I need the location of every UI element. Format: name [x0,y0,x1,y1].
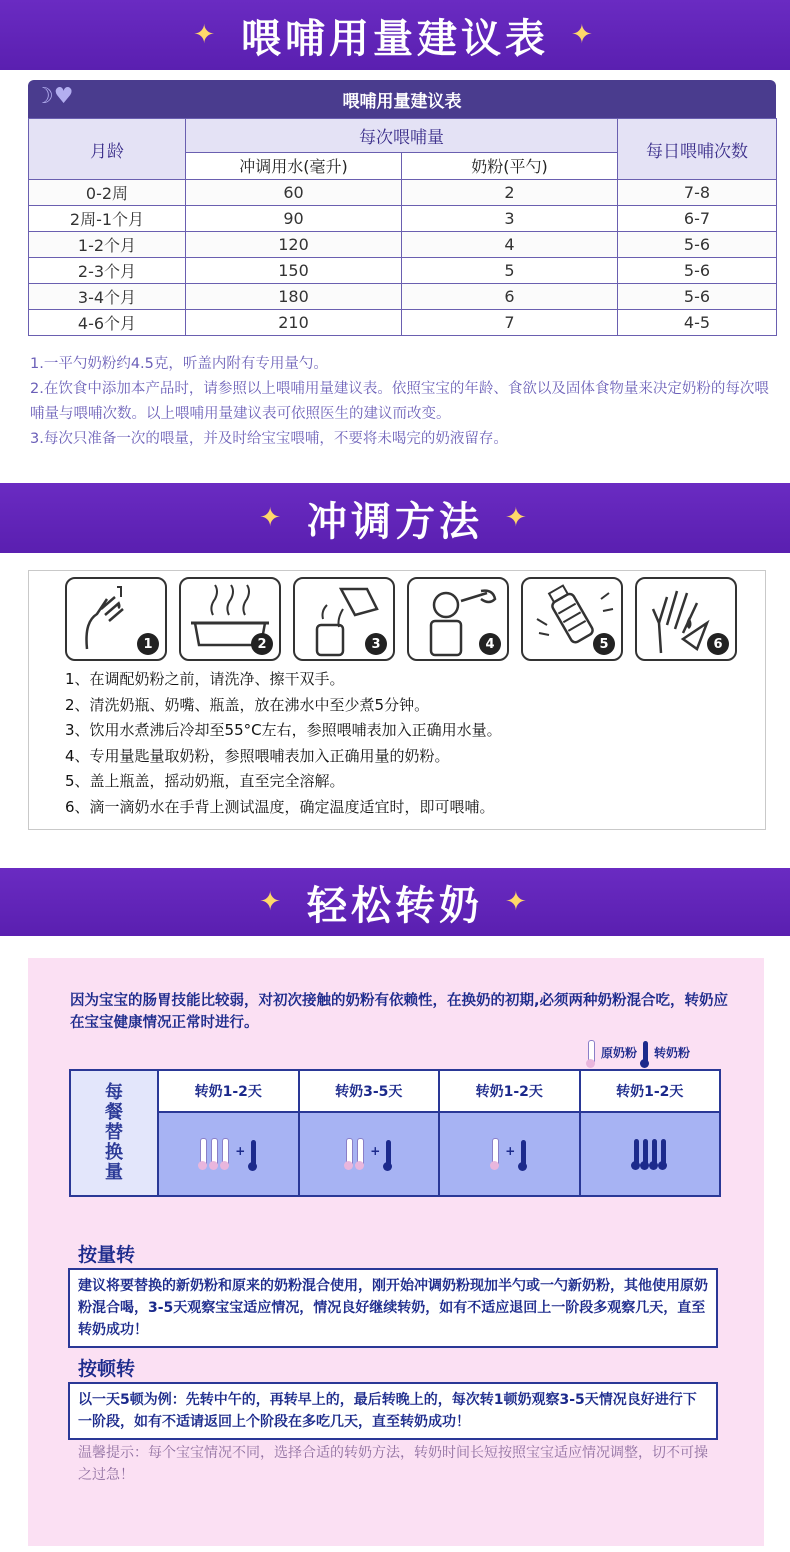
cell-daily: 5-6 [618,284,777,310]
cell-water: 150 [186,258,402,284]
method-step: 4、专用量匙量取奶粉，参照喂哺表加入正确用量的奶粉。 [65,746,450,765]
new-formula-icon [643,1041,648,1063]
original-formula-icon [222,1138,229,1166]
feeding-notes [30,352,770,452]
cell-age: 4-6个月 [29,310,186,336]
method-step: 3、饮用水煮沸后冷却至55°C左右，参照喂哺表加入正确用水量。 [65,721,502,739]
new-formula-icon [661,1139,666,1165]
step-icons [65,577,737,661]
note-2: 2.在饮食中添加本产品时，请参照以上喂哺用量建议表。依照宝宝的年龄、食欲以及固体食物量来决定奶粉的每次喂哺量与喂哺次数。以上喂哺用量建议表可依照医生的建议而改变。 [30,381,769,422]
cell-age: 0-2周 [29,180,186,206]
feeding-row [29,258,777,284]
new-formula-icon [251,1140,256,1166]
method-banner-title: 冲调方法 [307,498,483,545]
cell-daily: 6-7 [618,206,777,232]
stage-label: 转奶1-2天 [580,1070,721,1112]
stage-ratio [439,1112,580,1196]
switch-card [28,958,764,1546]
by-meal-box: 以一天5顿为例：先转中午的，再转早上的，最后转晚上的，每次转1顿奶观察3-5天情况良好进行下一阶段，如有不适请返回上个阶段在多吃几天，直至转奶成功！ [68,1382,718,1440]
method-step: 2、清洗奶瓶、奶嘴、瓶盖，放在沸水中至少煮5分钟。 [65,695,430,714]
thermometer-group [200,1138,256,1166]
step-number: 6 [707,633,729,655]
cell-water: 180 [186,284,402,310]
new-formula-icon [643,1139,648,1165]
feeding-row [29,180,777,206]
feeding-banner [0,0,790,70]
feeding-table-title: 喂哺用量建议表 [342,91,462,112]
feeding-table [28,118,777,336]
step-number: 1 [137,633,159,655]
method-card [28,570,766,830]
cell-daily: 4-5 [618,310,777,336]
new-formula-icon [652,1139,657,1165]
stage-ratio [580,1112,721,1196]
feeding-row [29,206,777,232]
switch-banner [0,868,790,936]
col-daily: 每日喂哺次数 [618,119,777,180]
switch-table [69,1069,721,1197]
cell-powder: 7 [402,310,618,336]
stage-label: 转奶1-2天 [158,1070,299,1112]
col-water: 冲调用水(毫升) [186,152,402,179]
test-temperature-icon [635,577,737,661]
cell-age: 2-3个月 [29,258,186,284]
note-1: 1.一平勺奶粉约4.5克，听盖内附有专用量勺。 [30,356,328,372]
star-icon: ✦ [259,503,285,533]
original-formula-icon [211,1138,218,1166]
feeding-row [29,232,777,258]
thermometer-group [634,1139,666,1165]
stage-label: 转奶3-5天 [299,1070,440,1112]
feeding-table-card [28,80,776,336]
legend-new: 转奶粉 [654,1045,691,1060]
switch-intro: 因为宝宝的肠胃技能比较弱，对初次接触的奶粉有依赖性，在换奶的初期,必须两种奶粉混合吃，转奶应在宝宝健康情况正常时进行。 [70,993,729,1031]
cell-powder: 3 [402,206,618,232]
original-formula-icon [588,1040,595,1064]
note-3: 3.每次只准备一次的喂量，并及时给宝宝喂哺，不要将未喝完的奶液留存。 [30,431,508,447]
by-amount-title: 按量转 [78,1244,136,1266]
step-number: 5 [593,633,615,655]
cell-water: 90 [186,206,402,232]
new-formula-icon [521,1140,526,1166]
cell-powder: 5 [402,258,618,284]
method-banner [0,483,790,553]
original-formula-icon [346,1138,353,1166]
original-formula-icon [200,1138,207,1166]
cell-age: 3-4个月 [29,284,186,310]
wash-hands-icon [65,577,167,661]
cell-daily: 5-6 [618,232,777,258]
cell-powder: 2 [402,180,618,206]
cell-powder: 6 [402,284,618,310]
feeding-row [29,284,777,310]
switch-legend [588,1040,690,1064]
star-icon: ✦ [571,20,597,50]
new-formula-icon [386,1140,391,1166]
plus-sign: + [370,1144,381,1158]
measure-powder-icon [407,577,509,661]
step-number: 2 [251,633,273,655]
switch-row-label [70,1070,158,1196]
by-amount-box: 建议将要替换的新奶粉和原来的奶粉混合使用，刚开始冲调奶粉现加半勺或一勺新奶粉，其他使用原奶粉混合喝，3-5天观察宝宝适应情况，情况良好继续转奶，如有不适应退回上一阶段多观察几天，直至转奶成功！ [68,1268,718,1348]
cell-water: 120 [186,232,402,258]
step-number: 4 [479,633,501,655]
shake-bottle-icon [521,577,623,661]
cell-water: 60 [186,180,402,206]
col-powder: 奶粉(平勺) [402,152,618,179]
switch-banner-title: 轻松转奶 [307,882,483,929]
original-formula-icon [492,1138,499,1166]
original-formula-icon [357,1138,364,1166]
col-per-feed: 每次喂哺量 [186,119,618,153]
legend-original: 原奶粉 [601,1045,638,1060]
cell-age: 1-2个月 [29,232,186,258]
feeding-table-header [28,80,776,118]
col-age: 月龄 [29,119,186,180]
switch-tip: 温馨提示：每个宝宝情况不同，选择合适的转奶方法，转奶时间长短按照宝宝适应情况调整，切不可操之过急！ [78,1445,708,1483]
stage-ratio [299,1112,440,1196]
row-label-text: 每餐替换量 [105,1082,123,1183]
star-icon: ✦ [505,503,531,533]
star-icon: ✦ [505,887,531,917]
plus-sign: + [505,1144,516,1158]
boiling-pot-icon [179,577,281,661]
feeding-table-body [29,180,777,336]
plus-sign: + [235,1144,246,1158]
pour-water-icon [293,577,395,661]
step-number: 3 [365,633,387,655]
thermometer-group [346,1138,391,1166]
cell-water: 210 [186,310,402,336]
star-icon: ✦ [259,887,285,917]
cell-daily: 7-8 [618,180,777,206]
moon-heart-icon: ☽♥ [34,84,74,109]
stage-label: 转奶1-2天 [439,1070,580,1112]
stage-ratio [158,1112,299,1196]
thermometer-group [492,1138,526,1166]
star-icon: ✦ [193,20,219,50]
method-step: 5、盖上瓶盖，摇动奶瓶，直至完全溶解。 [65,772,345,790]
cell-daily: 5-6 [618,258,777,284]
cell-powder: 4 [402,232,618,258]
feeding-row [29,310,777,336]
by-meal-title: 按顿转 [78,1358,136,1380]
feeding-banner-title: 喂哺用量建议表 [241,15,549,62]
method-steps [65,667,502,820]
cell-age: 2周-1个月 [29,206,186,232]
method-step: 6、滴一滴奶水在手背上测试温度，确定温度适宜时，即可喂哺。 [65,797,495,816]
new-formula-icon [634,1139,639,1165]
method-step: 1、在调配奶粉之前，请洗净、擦干双手。 [65,670,345,688]
